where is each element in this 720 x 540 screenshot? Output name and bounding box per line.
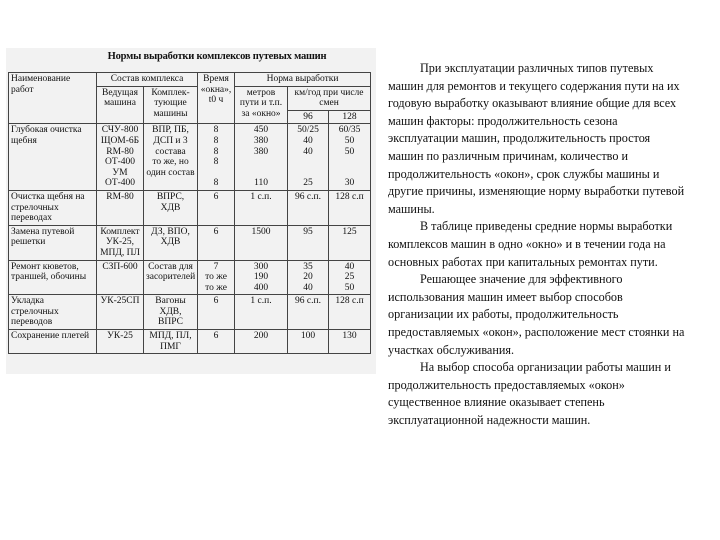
- cell-line: 380: [253, 146, 269, 157]
- table-cell-meters: [235, 190, 288, 225]
- cell-line: [237, 157, 285, 168]
- cell-line: 50: [344, 282, 355, 293]
- cell-line: 128 с.п: [335, 296, 364, 307]
- cell-line: 130: [342, 331, 357, 342]
- cell-line: 6: [213, 226, 219, 237]
- cell-line: 50/25: [297, 125, 319, 136]
- table-title: Нормы выработки комплексов путевых машин: [107, 51, 327, 62]
- paragraph: При эксплуатации различных типов путевых машин для ремонтов и текущего содержания пути на их годовую выработку оказывают влияние общие для всех машин факторы: продолжительность сезона эксплуатации машин, продолжительность простоя машин по различным причинам, количество и продолжительность «окон», срок службы машины и другие причины, изменяющие норму выработки путевой машины.: [388, 61, 685, 216]
- cell-line: 100: [300, 331, 316, 342]
- cell-line: Состав для: [148, 261, 193, 272]
- cell-line: 125: [342, 226, 357, 237]
- header-shifts-128: 128: [329, 110, 371, 124]
- body-text: [388, 60, 688, 429]
- table-row: [9, 225, 371, 260]
- header-complement-machines: Комплек-тующие машины: [144, 86, 198, 124]
- table-cell-meters: [235, 124, 288, 191]
- cell-line: 450: [253, 125, 269, 136]
- cell-line: 25: [344, 272, 355, 283]
- cell-line: Вагоны: [155, 296, 186, 307]
- cell-line: 96 с.п.: [295, 296, 321, 307]
- cell-line: [237, 168, 285, 179]
- table-cell-complement: [144, 124, 198, 191]
- cell-line: 30: [344, 178, 355, 189]
- cell-line: 7: [213, 261, 219, 272]
- header-complex: Состав комплекса: [97, 73, 198, 87]
- table-cell-s128: [329, 295, 371, 330]
- cell-line: УК-25СП: [100, 296, 140, 307]
- cell-line: 25: [303, 178, 313, 189]
- cell-line: 8: [213, 135, 219, 146]
- header-shifts-96: 96: [288, 110, 329, 124]
- table-cell-time: [198, 124, 235, 191]
- cell-line: 40: [303, 282, 313, 293]
- cell-line: то же, но: [152, 157, 189, 168]
- table-cell-work: Очистка щебня на стрелочных переводах: [9, 190, 97, 225]
- cell-line: [290, 157, 326, 168]
- cell-line: 1 с.п.: [250, 296, 272, 307]
- header-meters-per-window: метров пути и т.п. за «окно»: [235, 86, 288, 124]
- table-cell-s96: [288, 124, 329, 191]
- cell-line: 60/35: [338, 125, 361, 136]
- header-norm: Норма выработки: [235, 73, 371, 87]
- table-cell-complement: [144, 295, 198, 330]
- cell-line: 8: [213, 157, 219, 168]
- cell-line: 300: [253, 261, 269, 272]
- cell-line: 190: [253, 272, 269, 283]
- cell-line: 20: [303, 272, 313, 283]
- table-cell-work: Замена путевой решетки: [9, 225, 97, 260]
- cell-line: ПМГ: [160, 341, 181, 352]
- table-cell-time: [198, 260, 235, 295]
- table-cell-complement: [144, 190, 198, 225]
- cell-line: УМ: [112, 167, 128, 178]
- header-leading-machine: Ведущая машина: [97, 86, 144, 124]
- cell-line: 110: [254, 178, 268, 189]
- table-cell-s128: [329, 330, 371, 354]
- cell-line: СЗП-600: [102, 261, 138, 272]
- table-row: [9, 260, 371, 295]
- table-row: [9, 330, 371, 354]
- cell-line: 50: [344, 135, 355, 146]
- table-cell-leading: [97, 295, 144, 330]
- cell-line: 35: [303, 261, 313, 272]
- header-time: Время «окна», t0 ч: [198, 73, 235, 124]
- table-cell-leading: [97, 330, 144, 354]
- table-cell-meters: [235, 260, 288, 295]
- cell-line: 8: [213, 146, 219, 157]
- table-cell-s128: [329, 260, 371, 295]
- cell-line: 1 с.п.: [250, 191, 272, 202]
- cell-line: 6: [213, 296, 219, 307]
- table-cell-leading: [97, 225, 144, 260]
- cell-line: УК-25,: [105, 237, 135, 248]
- cell-line: 6: [213, 191, 219, 202]
- cell-line: 8: [213, 178, 219, 189]
- cell-line: 8: [213, 125, 219, 136]
- cell-line: 128 с.п: [335, 191, 364, 202]
- table-cell-complement: [144, 330, 198, 354]
- table-cell-leading: [97, 190, 144, 225]
- cell-line: ХДВ: [160, 237, 181, 248]
- table-row: [9, 124, 371, 191]
- cell-line: ДЗ, ВПО,: [151, 226, 190, 237]
- table-cell-work: Укладка стрелочных переводов: [9, 295, 97, 330]
- cell-line: 200: [253, 331, 269, 342]
- paragraph: Решающее значение для эффективного использования машин имеет выбор способов организации их работы, продолжительность предоставляемых «окон», расположение мест стоянки на участках обслуживания.: [388, 272, 685, 357]
- cell-line: 95: [303, 226, 313, 237]
- cell-line: ВПР, ПБ,: [152, 125, 189, 136]
- cell-line: 40: [344, 261, 355, 272]
- cell-line: ДСП и 3: [153, 135, 188, 146]
- table-cell-leading: [97, 124, 144, 191]
- cell-line: МПД, ПЛ: [100, 247, 140, 258]
- cell-line: ВПРС: [158, 317, 183, 328]
- table-body: [9, 124, 371, 354]
- cell-line: состава: [155, 146, 186, 157]
- table-cell-s128: [329, 190, 371, 225]
- cell-line: 400: [253, 282, 269, 293]
- cell-line: то же: [205, 282, 227, 293]
- table-cell-s128: [329, 124, 371, 191]
- cell-line: 40: [303, 146, 313, 157]
- cell-line: один состав: [146, 167, 195, 178]
- cell-line: Комплект: [100, 226, 140, 237]
- header-km-year: км/год при числе смен: [288, 86, 371, 110]
- cell-line: [200, 168, 232, 179]
- cell-line: ХДВ: [160, 202, 181, 213]
- table-cell-meters: [235, 295, 288, 330]
- cell-line: 380: [253, 135, 269, 146]
- table-cell-time: [198, 330, 235, 354]
- cell-line: RM-80: [106, 191, 134, 202]
- cell-line: 50: [344, 146, 355, 157]
- cell-line: 1500: [251, 226, 271, 237]
- table-cell-work: Сохранение плетей: [9, 330, 97, 354]
- table-cell-work: Ремонт кюветов, траншей, обочины: [9, 260, 97, 295]
- cell-line: [290, 168, 326, 179]
- table-cell-s96: [288, 295, 329, 330]
- cell-line: RM-80: [106, 146, 134, 157]
- table-cell-s96: [288, 260, 329, 295]
- cell-line: МПД, ПЛ,: [149, 331, 192, 342]
- cell-line: засорителей: [146, 272, 196, 283]
- table-cell-s128: [329, 225, 371, 260]
- table-cell-complement: [144, 225, 198, 260]
- cell-line: УК-25: [107, 331, 133, 342]
- table-cell-time: [198, 295, 235, 330]
- table-row: [9, 295, 371, 330]
- cell-line: ВПРС,: [156, 191, 185, 202]
- table-cell-meters: [235, 330, 288, 354]
- table-cell-s96: [288, 190, 329, 225]
- cell-line: [331, 168, 368, 179]
- table-cell-complement: [144, 260, 198, 295]
- table-cell-leading: [97, 260, 144, 295]
- cell-line: 96 с.п.: [295, 191, 321, 202]
- table-cell-work: Глубокая очистка щебня: [9, 124, 97, 191]
- cell-line: 40: [303, 135, 313, 146]
- cell-line: 6: [213, 331, 219, 342]
- table-cell-time: [198, 225, 235, 260]
- table-cell-meters: [235, 225, 288, 260]
- header-work-name: Наименование работ: [9, 73, 97, 124]
- table-cell-time: [198, 190, 235, 225]
- norms-table: [8, 72, 371, 354]
- cell-line: ХДВ,: [159, 306, 182, 317]
- cell-line: [331, 157, 368, 168]
- table-row: [9, 190, 371, 225]
- cell-line: ОТ-400: [104, 157, 136, 168]
- table-cell-s96: [288, 330, 329, 354]
- cell-line: ОТ-400: [104, 178, 136, 189]
- paragraph: На выбор способа организации работы машин и продолжительность предоставляемых «окон» существенное влияние оказывает степень эксплуатационной надежности машин.: [388, 360, 671, 427]
- cell-line: СЧУ-800: [101, 125, 139, 136]
- cell-line: то же: [205, 272, 227, 283]
- paragraph: В таблице приведены средние нормы выработки комплексов машин в одно «окно» и в течении года на основных работах при капитальных ремонтах пути.: [388, 219, 673, 269]
- cell-line: ЩОМ-6Б: [100, 135, 140, 146]
- table-cell-s96: [288, 225, 329, 260]
